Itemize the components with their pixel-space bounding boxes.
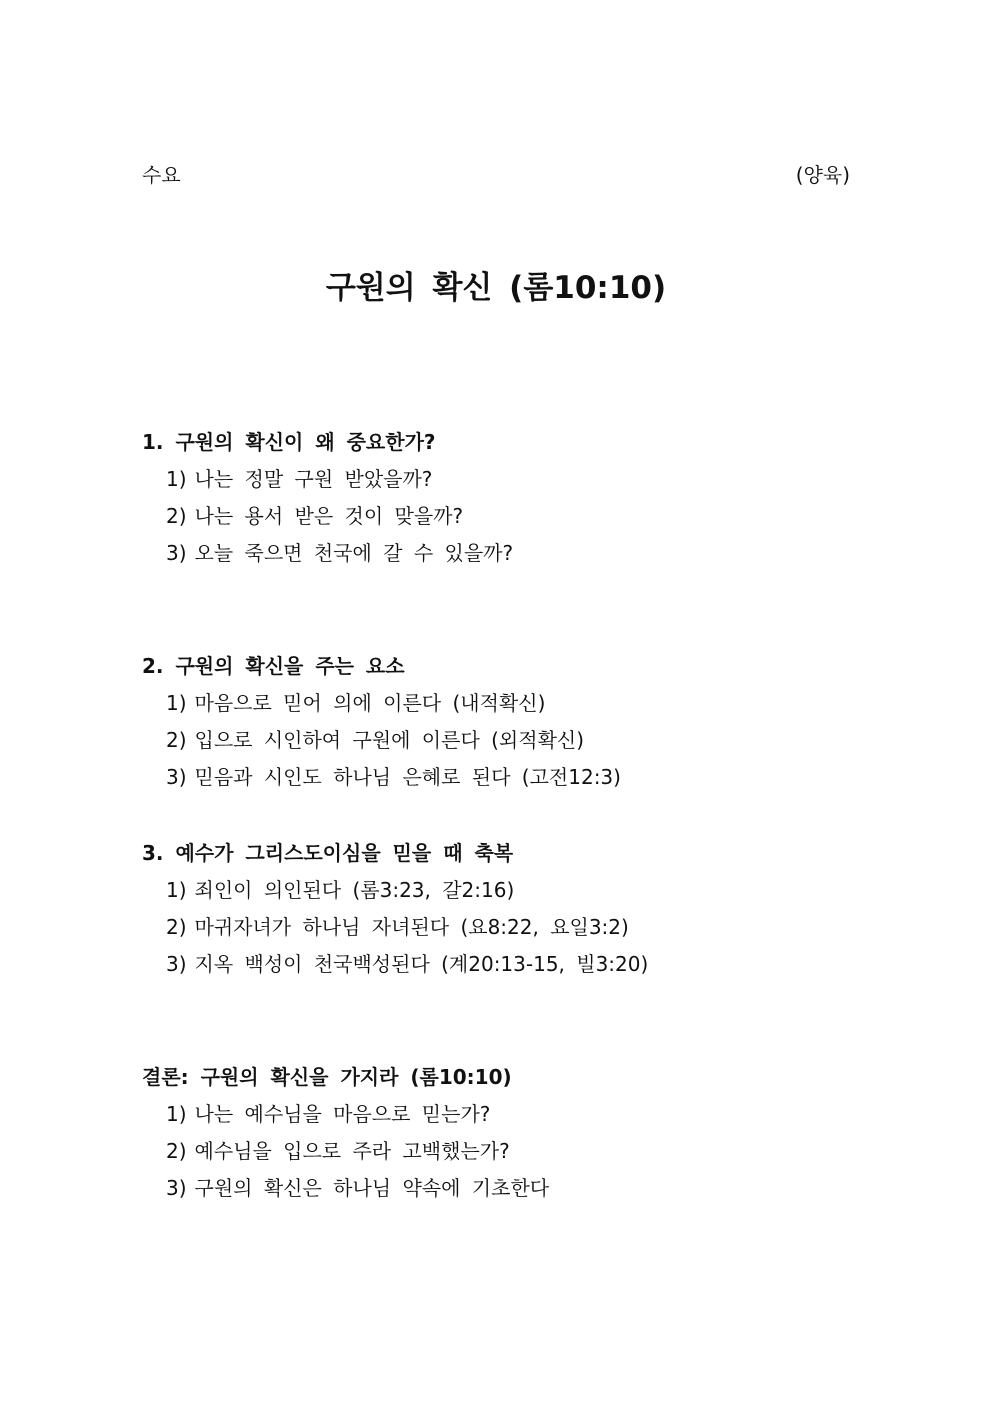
- item-number: 3): [166, 541, 187, 565]
- item-text: 마귀자녀가 하나님 자녀된다 (요8:22, 요일3:2): [194, 915, 629, 939]
- header-service-label: 수요: [142, 163, 181, 187]
- item-number: 1): [166, 467, 187, 491]
- item-number: 2): [166, 728, 187, 752]
- section-heading: 3. 예수가 그리스도이심을 믿을 때 축복: [142, 841, 514, 865]
- item-text: 지옥 백성이 천국백성된다 (계20:13-15, 빌3:20): [194, 952, 649, 976]
- section-heading: 1. 구원의 확신이 왜 중요한가?: [142, 430, 436, 454]
- list-item: [142, 1096, 862, 1133]
- item-number: 2): [166, 915, 187, 939]
- list-item: [142, 872, 862, 909]
- list-item: [142, 946, 862, 983]
- list-item: [142, 685, 862, 722]
- section-1: [142, 424, 862, 572]
- item-number: 3): [166, 1176, 187, 1200]
- section-conclusion: [142, 1059, 862, 1207]
- section-3: [142, 835, 862, 983]
- item-number: 2): [166, 1139, 187, 1163]
- header-category-label: (양육): [795, 163, 850, 187]
- list-item: [142, 759, 862, 796]
- section-2: [142, 648, 862, 796]
- item-text: 나는 정말 구원 받았을까?: [194, 467, 433, 491]
- item-text: 마음으로 믿어 의에 이른다 (내적확신): [194, 691, 546, 715]
- item-number: 1): [166, 878, 187, 902]
- list-item: [142, 722, 862, 759]
- section-heading: 결론: 구원의 확신을 가지라 (롬10:10): [142, 1065, 512, 1089]
- item-number: 1): [166, 691, 187, 715]
- list-item: [142, 498, 862, 535]
- item-text: 입으로 시인하여 구원에 이른다 (외적확신): [194, 728, 585, 752]
- item-number: 1): [166, 1102, 187, 1126]
- item-text: 믿음과 시인도 하나님 은혜로 된다 (고전12:3): [194, 765, 621, 789]
- list-item: [142, 909, 862, 946]
- document-title: 구원의 확신 (롬10:10): [325, 270, 667, 306]
- item-number: 2): [166, 504, 187, 528]
- item-text: 구원의 확신은 하나님 약속에 기초한다: [194, 1176, 550, 1200]
- item-text: 예수님을 입으로 주라 고백했는가?: [194, 1139, 510, 1163]
- item-text: 나는 예수님을 마음으로 믿는가?: [194, 1102, 491, 1126]
- list-item: [142, 1133, 862, 1170]
- item-text: 죄인이 의인된다 (롬3:23, 갈2:16): [194, 878, 515, 902]
- item-number: 3): [166, 952, 187, 976]
- item-text: 나는 용서 받은 것이 맞을까?: [194, 504, 464, 528]
- item-text: 오늘 죽으면 천국에 갈 수 있을까?: [194, 541, 514, 565]
- list-item: [142, 535, 862, 572]
- list-item: [142, 461, 862, 498]
- section-heading: 2. 구원의 확신을 주는 요소: [142, 654, 405, 678]
- list-item: [142, 1170, 862, 1207]
- item-number: 3): [166, 765, 187, 789]
